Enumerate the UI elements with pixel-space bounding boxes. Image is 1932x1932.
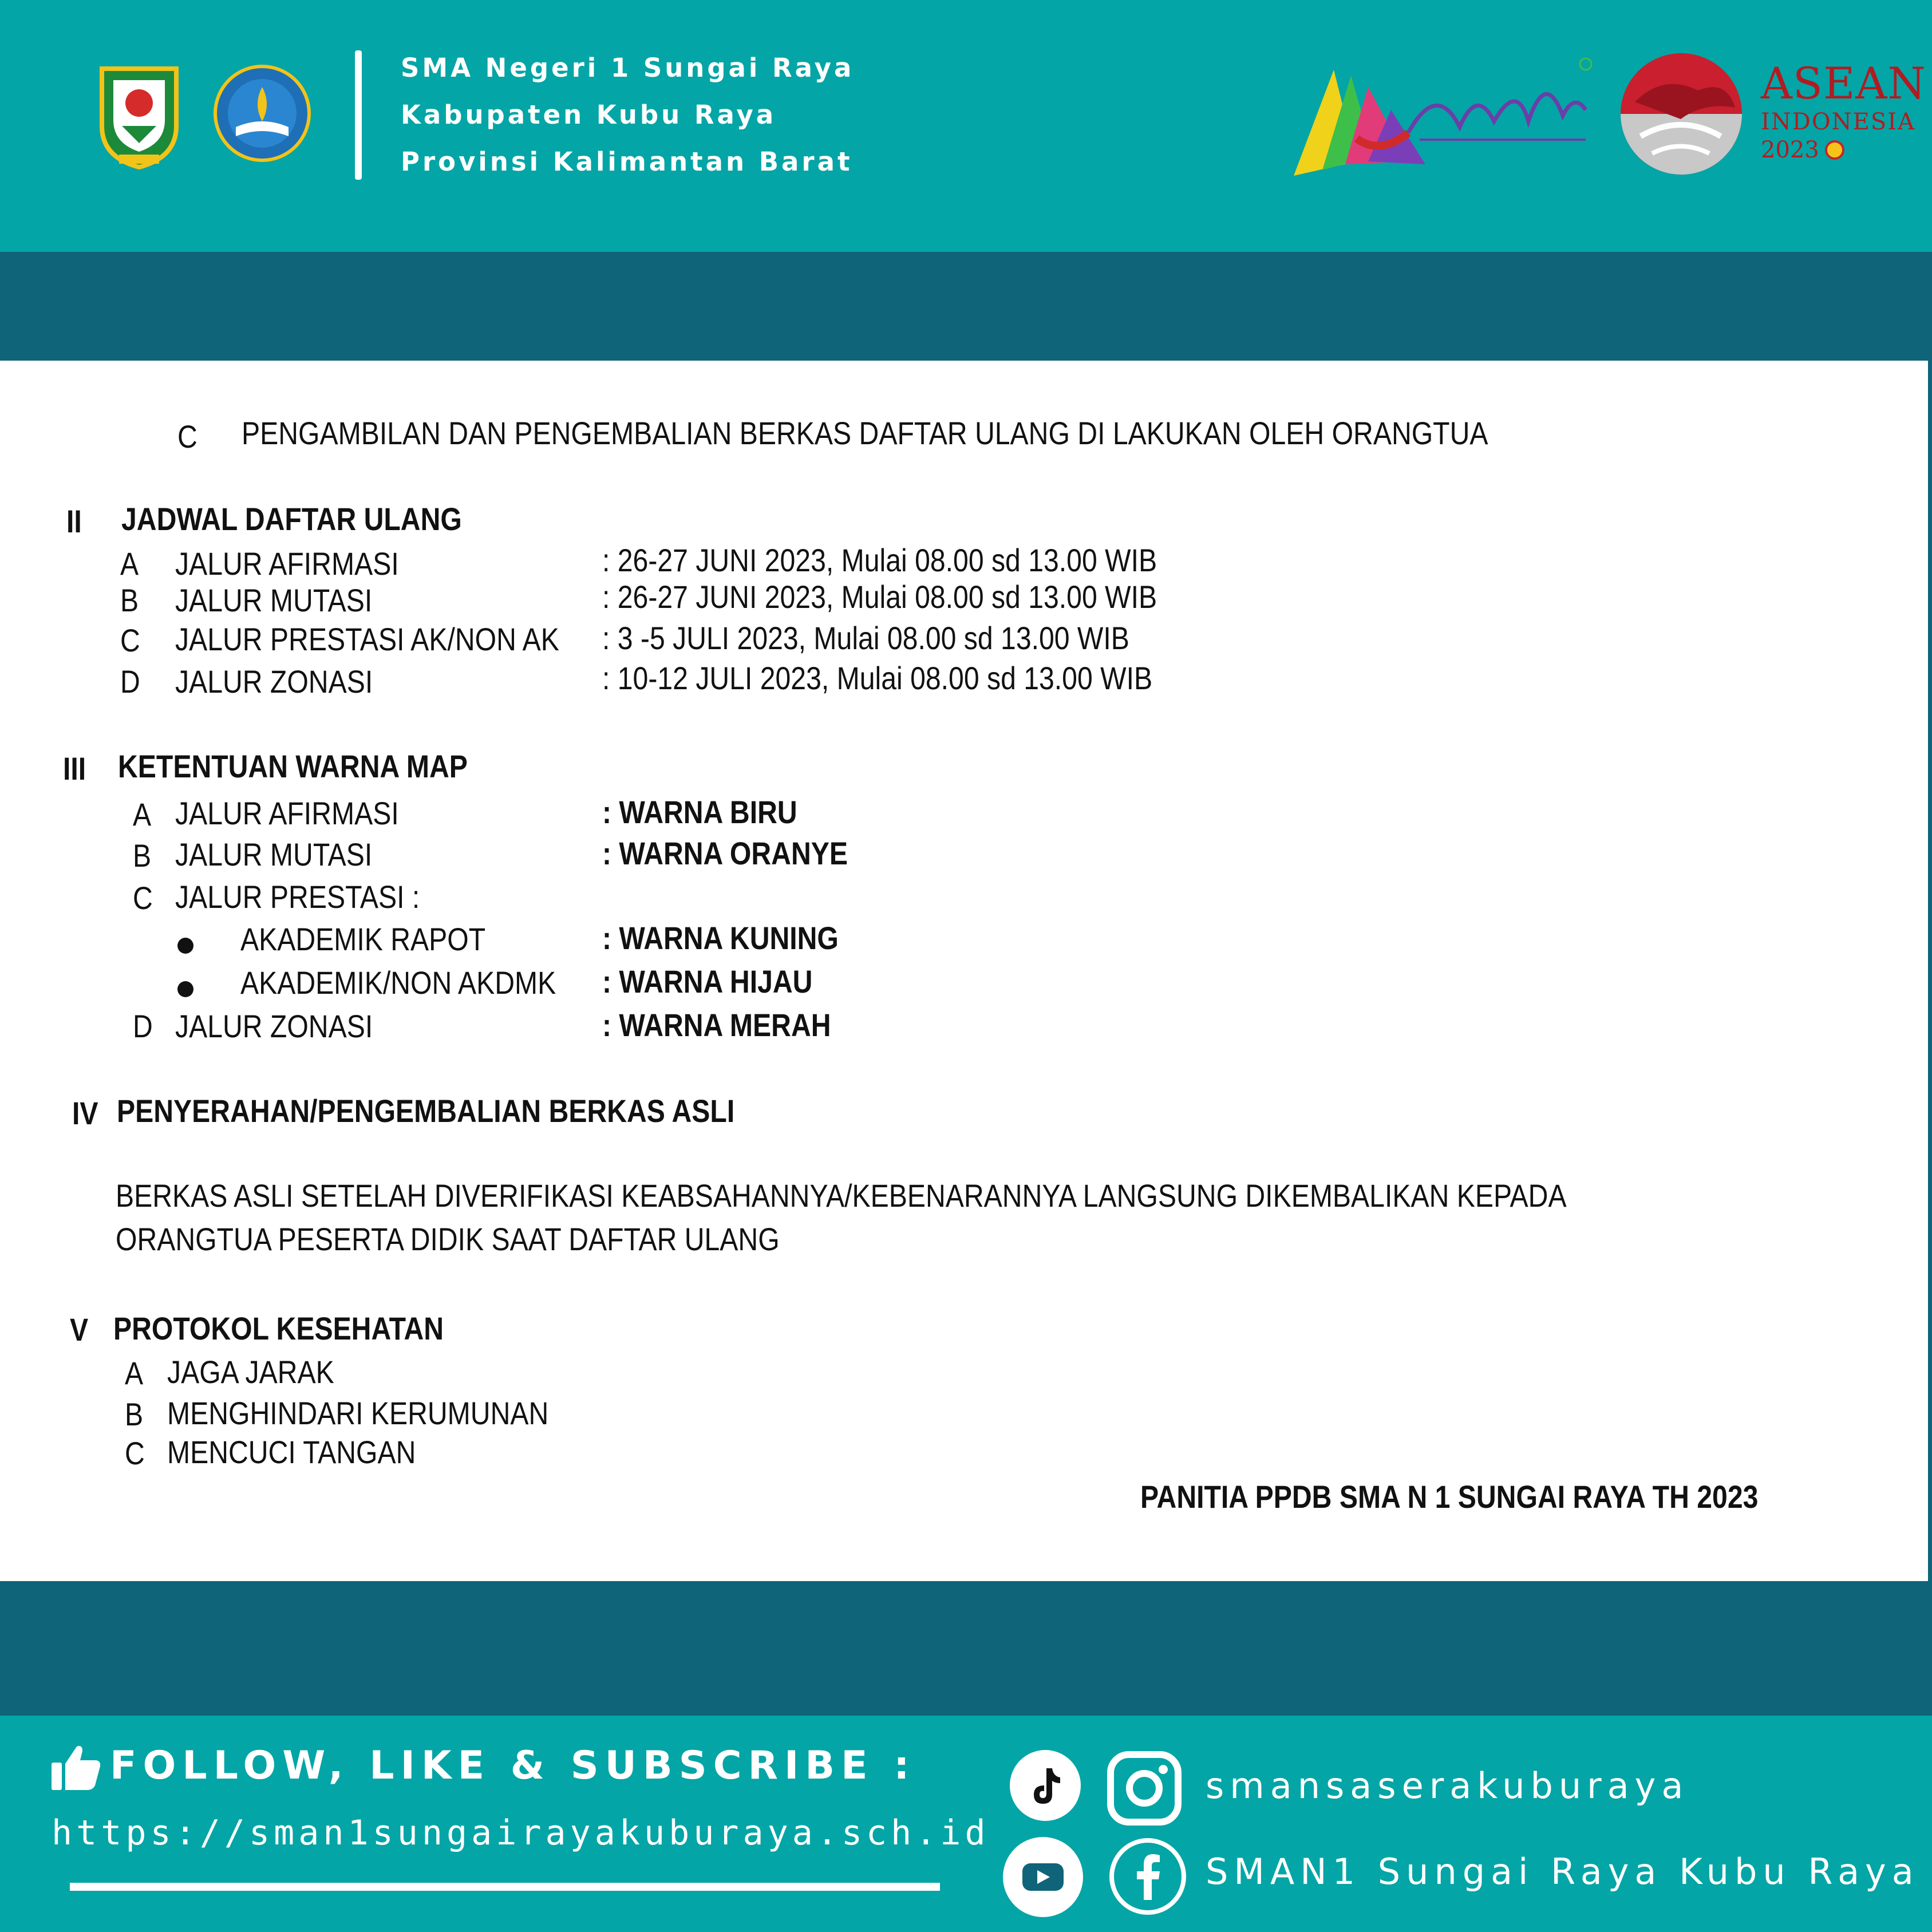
- color-row-c-label: JALUR PRESTASI :: [175, 879, 420, 915]
- section-2-title: JADWAL DAFTAR ULANG: [121, 501, 462, 537]
- color-row-a-letter: A: [133, 796, 152, 832]
- province-name: Provinsi Kalimantan Barat: [401, 147, 853, 177]
- health-row-b-label: MENGHINDARI KERUMUNAN: [167, 1395, 549, 1431]
- schedule-row-b-label: JALUR MUTASI: [175, 582, 373, 618]
- color-row-a-value: : WARNA BIRU: [602, 794, 797, 830]
- color-row-b-label: JALUR MUTASI: [175, 836, 373, 872]
- asean-wordmark: [1761, 60, 1926, 164]
- facebook-page-name[interactable]: SMAN1 Sungai Raya Kubu Raya: [1206, 1851, 1919, 1893]
- schedule-row-d-value: : 10-12 JULI 2023, Mulai 08.00 sd 13.00 WIB: [602, 660, 1153, 696]
- menanjak-logo-icon: [1288, 47, 1609, 184]
- follow-heading: FOLLOW, LIKE & SUBSCRIBE :: [110, 1743, 916, 1788]
- header-divider: [355, 50, 362, 180]
- tiktok-icon[interactable]: [1009, 1749, 1082, 1822]
- facebook-icon[interactable]: [1108, 1837, 1187, 1916]
- schedule-row-c-value: : 3 -5 JULI 2023, Mulai 08.00 sd 13.00 WIB: [602, 620, 1129, 656]
- youtube-icon[interactable]: [1002, 1836, 1084, 1918]
- asean-title: ASEAN: [1761, 58, 1926, 109]
- announcement-document: [0, 361, 1928, 1581]
- color-row-a-label: JALUR AFIRMASI: [175, 795, 399, 831]
- color-row-rapot-value: : WARNA KUNING: [602, 920, 839, 956]
- section-3-number: III: [63, 750, 86, 787]
- section-3-title: KETENTUAN WARNA MAP: [118, 748, 468, 784]
- section-4-line-2: ORANGTUA PESERTA DIDIK SAAT DAFTAR ULANG: [116, 1221, 780, 1257]
- color-row-akdmk-label: AKADEMIK/NON AKDMK: [240, 965, 556, 1001]
- school-name: SMA Negeri 1 Sungai Raya: [401, 53, 855, 83]
- asean-year-row: [1761, 136, 1926, 164]
- asean-indonesia-mark-icon: [1618, 50, 1745, 177]
- color-row-c-letter: C: [133, 880, 153, 916]
- color-row-akdmk-value: : WARNA HIJAU: [602, 963, 813, 999]
- schedule-row-c-letter: C: [120, 622, 140, 658]
- color-row-d-value: : WARNA MERAH: [602, 1007, 831, 1043]
- color-row-b-value: : WARNA ORANYE: [602, 835, 848, 871]
- schedule-row-a-label: JALUR AFIRMASI: [175, 546, 399, 582]
- section-4-line-1: BERKAS ASLI SETELAH DIVERIFIKASI KEABSAHANNYA/KEBENARANNYA LANGSUNG DIKEMBALIKAN KEPADA: [116, 1178, 1567, 1214]
- section-4-number: IV: [72, 1095, 98, 1131]
- item-c-letter: C: [177, 418, 197, 455]
- health-row-a-label: JAGA JARAK: [167, 1354, 334, 1390]
- section-2-number: II: [66, 503, 82, 539]
- color-row-b-letter: B: [133, 837, 152, 874]
- header: [0, 0, 1932, 252]
- instagram-icon[interactable]: [1107, 1751, 1182, 1826]
- kubu-raya-emblem-icon: [96, 63, 182, 171]
- health-row-a-letter: A: [125, 1355, 144, 1391]
- footer: [0, 1716, 1932, 1932]
- schedule-row-c-label: JALUR PRESTASI AK/NON AK: [175, 621, 559, 657]
- schedule-row-d-label: JALUR ZONASI: [175, 663, 373, 700]
- section-5-number: V: [70, 1311, 89, 1348]
- thumbs-up-icon: [52, 1743, 101, 1791]
- section-4-title: PENYERAHAN/PENGEMBALIAN BERKAS ASLI: [117, 1093, 735, 1129]
- health-row-c-letter: C: [125, 1435, 145, 1471]
- section-5-title: PROTOKOL KESEHATAN: [113, 1310, 444, 1346]
- schedule-row-a-letter: A: [120, 546, 139, 582]
- bullet-icon: [177, 938, 193, 954]
- asean-year: 2023: [1761, 137, 1819, 163]
- tut-wuri-handayani-icon: [213, 64, 311, 163]
- schedule-row-b-value: : 26-27 JUNI 2023, Mulai 08.00 sd 13.00 WIB: [602, 579, 1157, 615]
- website-underline: [70, 1883, 940, 1891]
- instagram-handle[interactable]: smansaserakuburaya: [1206, 1765, 1689, 1807]
- item-c-text: PENGAMBILAN DAN PENGEMBALIAN BERKAS DAFTAR ULANG DI LAKUKAN OLEH ORANGTUA: [242, 415, 1488, 451]
- schedule-row-a-value: : 26-27 JUNI 2023, Mulai 08.00 sd 13.00 WIB: [602, 542, 1157, 578]
- school-identity: [401, 45, 854, 185]
- asean-emblem-icon: [1825, 140, 1844, 160]
- schedule-row-b-letter: B: [120, 582, 139, 618]
- color-row-d-label: JALUR ZONASI: [175, 1008, 373, 1044]
- regency-name: Kabupaten Kubu Raya: [401, 100, 777, 130]
- color-row-rapot-label: AKADEMIK RAPOT: [240, 921, 486, 957]
- bullet-icon: [177, 981, 193, 997]
- color-row-d-letter: D: [133, 1008, 153, 1044]
- asean-country: INDONESIA: [1761, 109, 1915, 135]
- schedule-row-d-letter: D: [120, 663, 140, 700]
- committee-signature: PANITIA PPDB SMA N 1 SUNGAI RAYA TH 2023: [1140, 1479, 1759, 1515]
- health-row-b-letter: B: [125, 1396, 144, 1432]
- health-row-c-label: MENCUCI TANGAN: [167, 1434, 416, 1470]
- website-link[interactable]: https://sman1sungairayakuburaya.sch.id: [52, 1813, 990, 1853]
